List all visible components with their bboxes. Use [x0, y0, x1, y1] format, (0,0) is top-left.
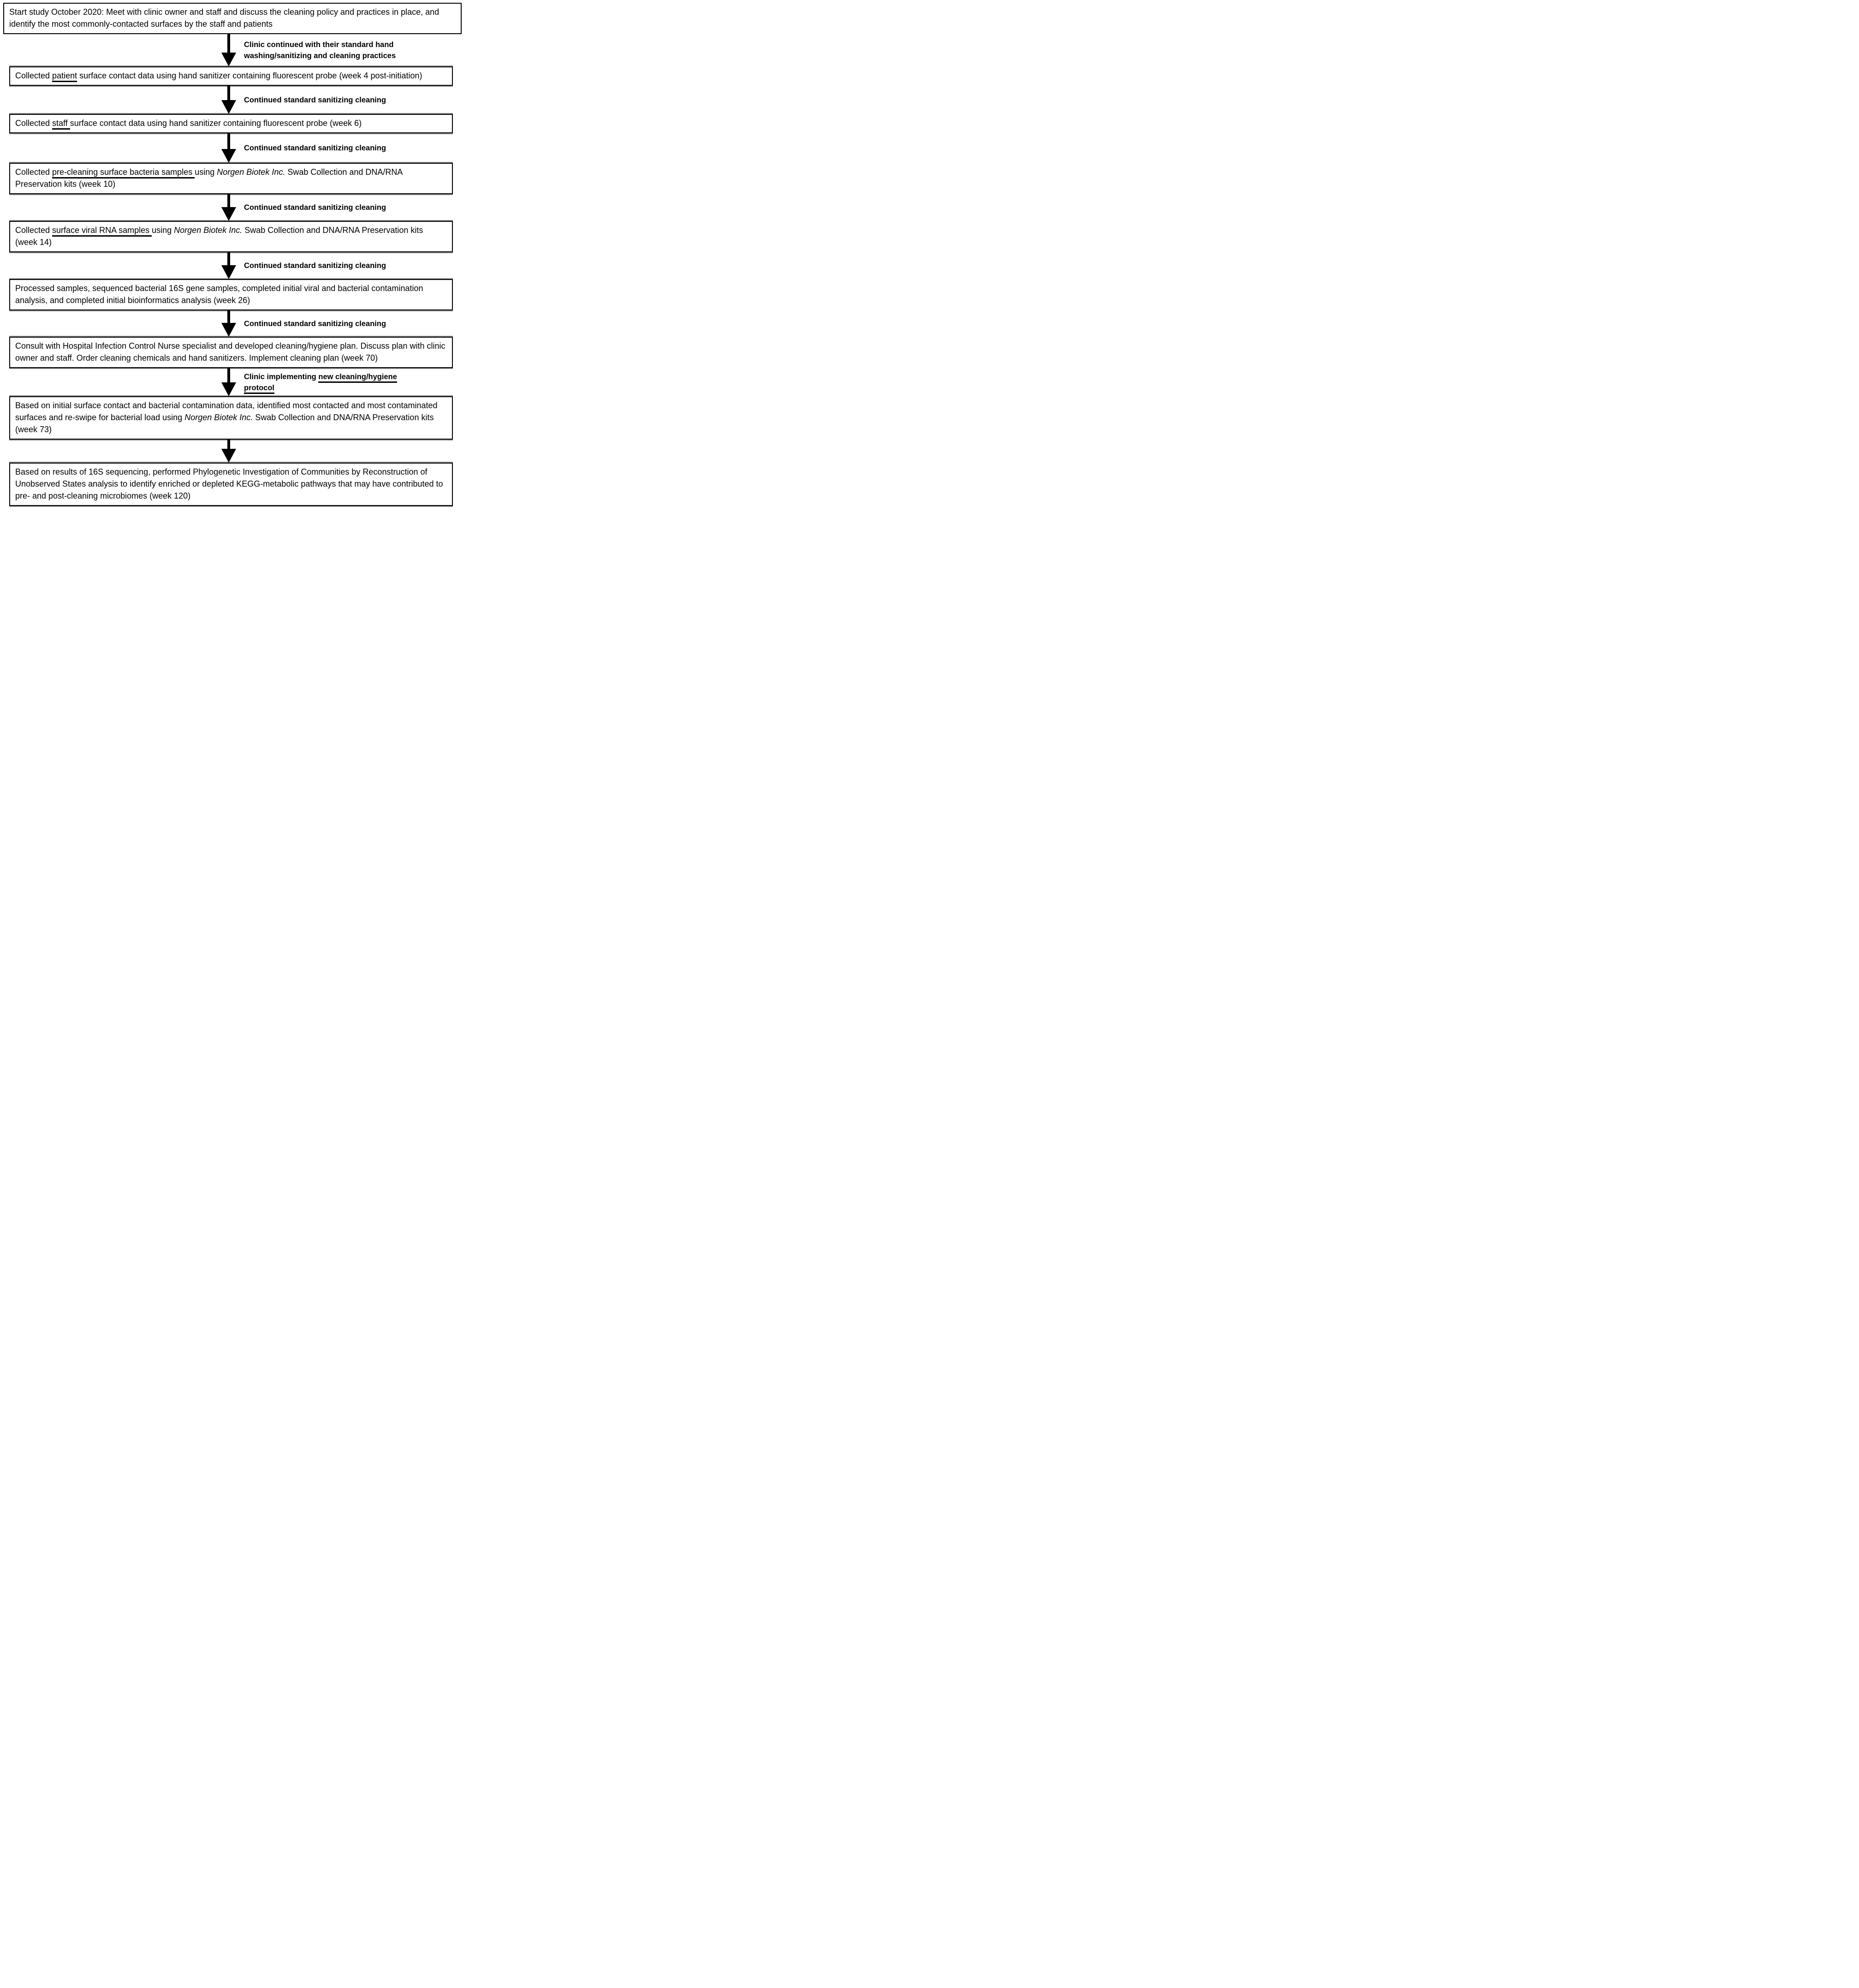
- down-arrow-icon: [221, 368, 236, 396]
- text-segment: Collected: [15, 167, 53, 177]
- flow-box-start-study: [3, 3, 462, 34]
- flow-box-text: [10, 164, 452, 193]
- arrow-label: [244, 202, 386, 213]
- text-segment: Based on results of 16S sequencing, performed Phylogenetic Investigation of Communities by Reconstruction of Unobserved States analysis to identify enriched or depleted KEGG-metabolic pathways that may have contributed to pre- and post-cleaning microbiomes (week 120): [15, 467, 443, 500]
- arrow-head: [221, 53, 236, 66]
- arrow-shaft: [227, 368, 230, 382]
- text-segment: Clinic implementing: [244, 372, 319, 381]
- arrow-shaft: [227, 86, 230, 100]
- flow-box-text: [10, 280, 452, 310]
- flow-connector-6: [0, 310, 465, 337]
- text-segment: Continued standard sanitizing cleaning: [244, 262, 386, 270]
- flow-box-surface-viral-rna-samples: [9, 221, 453, 252]
- flow-box-text: [10, 222, 452, 251]
- underlined-text: surface viral RNA samples: [52, 226, 152, 237]
- text-segment: surface contact data using hand sanitizer containing fluorescent probe (week 6): [70, 119, 362, 128]
- flow-box-precleaning-bacteria-samples: [9, 163, 453, 194]
- down-arrow-icon: [221, 133, 236, 163]
- italic-text: Norgen Biotek Inc.: [174, 226, 243, 235]
- down-arrow-icon: [221, 194, 236, 221]
- flow-box-patient-contact-data: [9, 66, 453, 86]
- arrow-shaft: [227, 133, 230, 149]
- flow-connector-4: [0, 194, 465, 221]
- text-segment: Continued standard sanitizing cleaning: [244, 144, 386, 152]
- text-segment: Swab Collection and DNA/RNA Preservation kits (week 73): [15, 413, 434, 434]
- text-segment: Start study October 2020: Meet with clinic owner and staff and discuss the cleaning policy and practices in place, and identify the most commonly-contacted surfaces by the staff and patients: [9, 7, 440, 29]
- text-segment: Continued standard sanitizing cleaning: [244, 95, 386, 104]
- flow-connector-2: [0, 86, 465, 114]
- arrow-head: [221, 382, 236, 396]
- arrow-head: [221, 100, 236, 114]
- arrow-label: [244, 371, 422, 393]
- arrow-label: [244, 95, 386, 106]
- flow-box-sample-processing-analysis: [9, 279, 453, 310]
- flow-box-staff-contact-data: [9, 114, 453, 133]
- italic-text: Norgen Biotek Inc.: [184, 413, 253, 422]
- text-segment: Consult with Hospital Infection Control Nurse specialist and developed cleaning/hygiene plan. Discuss plan with clinic owner and staff. Order cleaning chemicals and hand sanitizers. Implement cleaning plan (week 70): [15, 341, 445, 363]
- text-segment: Based on initial surface contact and bacterial contamination data, identified most contacted and most contaminated surfaces and re-swipe for bacterial load using: [15, 401, 438, 422]
- arrow-shaft: [227, 34, 230, 53]
- underlined-text: pre-cleaning surface bacteria samples: [52, 167, 195, 179]
- text-segment: surface contact data using hand sanitizer containing fluorescent probe (week 4 post-initiation): [77, 71, 422, 80]
- flow-box-text: [10, 464, 452, 505]
- arrow-shaft: [227, 252, 230, 265]
- text-segment: Processed samples, sequenced bacterial 16S gene samples, completed initial viral and bacterial contamination analysis, and completed initial bioinformatics analysis (week 26): [15, 284, 423, 305]
- flow-connector-3: [0, 133, 465, 163]
- arrow-head: [221, 449, 236, 463]
- text-segment: Clinic continued with their standard hand washing/sanitizing and cleaning practices: [244, 41, 396, 60]
- arrow-head: [221, 207, 236, 221]
- flow-box-picrust-kegg-analysis: [9, 463, 453, 506]
- arrow-label: [244, 260, 386, 271]
- flow-connector-7: [0, 368, 465, 396]
- flow-box-text: [10, 397, 452, 439]
- flow-connector-8: [0, 440, 465, 463]
- text-segment: Continued standard sanitizing cleaning: [244, 319, 386, 328]
- italic-text: Norgen Biotek Inc.: [217, 167, 285, 177]
- down-arrow-icon: [221, 310, 236, 337]
- study-timeline-flowchart: [0, 0, 465, 511]
- down-arrow-icon: [221, 252, 236, 279]
- flow-box-text: [10, 338, 452, 367]
- text-segment: using: [195, 167, 217, 177]
- text-segment: Collected: [15, 226, 53, 235]
- arrow-label: [244, 39, 422, 61]
- arrow-shaft: [227, 310, 230, 323]
- down-arrow-icon: [221, 86, 236, 114]
- arrow-label: [244, 318, 386, 329]
- flow-box-text: [10, 67, 452, 85]
- flow-box-text: [4, 4, 461, 33]
- down-arrow-icon: [221, 440, 236, 463]
- flow-connector-1: [0, 34, 465, 66]
- flow-box-cleaning-plan-consult: [9, 337, 453, 368]
- down-arrow-icon: [221, 34, 236, 66]
- flow-connector-5: [0, 252, 465, 279]
- underlined-text: patient: [52, 71, 77, 82]
- arrow-head: [221, 323, 236, 337]
- arrow-shaft: [227, 194, 230, 207]
- text-segment: using: [152, 226, 174, 235]
- arrow-head: [221, 149, 236, 163]
- text-segment: Swab Collection and DNA/RNA Preservation kits (week 10): [15, 167, 403, 189]
- text-segment: Swab Collection and DNA/RNA Preservation kits (week 14): [15, 226, 423, 247]
- text-segment: Collected: [15, 71, 53, 80]
- text-segment: Collected: [15, 119, 53, 128]
- arrow-head: [221, 265, 236, 279]
- arrow-label: [244, 143, 386, 154]
- arrow-shaft: [227, 440, 230, 449]
- text-segment: Continued standard sanitizing cleaning: [244, 203, 386, 212]
- underlined-text: new cleaning/hygiene protocol: [244, 373, 397, 394]
- flow-box-reswipe-bacterial-load: [9, 396, 453, 440]
- underlined-text: staff: [52, 119, 70, 130]
- flow-box-text: [10, 115, 452, 132]
